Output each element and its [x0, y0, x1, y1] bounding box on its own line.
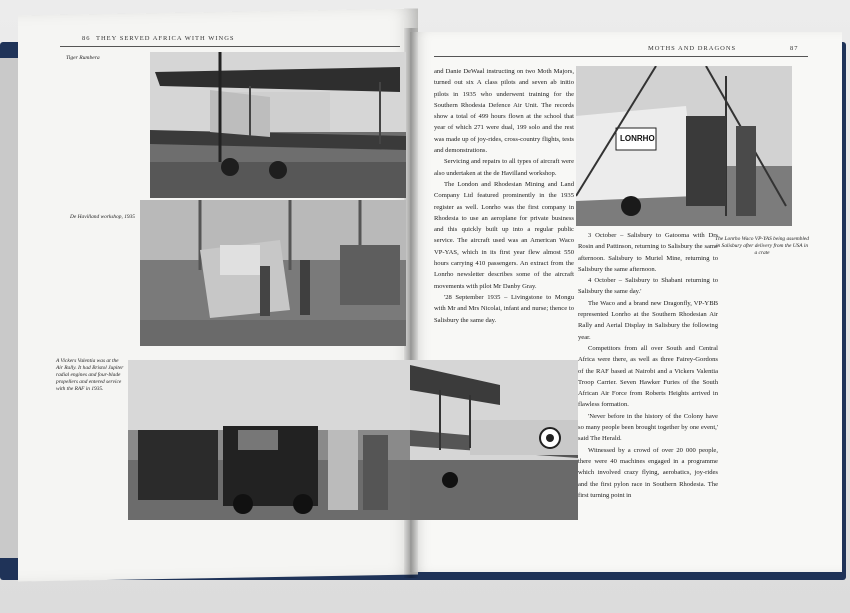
left-running-head: THEY SERVED AFRICA WITH WINGS [96, 35, 235, 42]
section-label: Tiger Rumbera [66, 55, 100, 61]
paragraph: and Danie DeWaal instructing on two Moth Majors, turned out six A class pilots and seven ab initio pilots in 1935 who underwent training for the Southern Rhodesia Defence Air Unit. The records show a total of 499 hours flown at the school that year of which 271 were dual, 199 solo and the rest was made up of joy-rides, cross-country flights, tests and demonstrations. [434, 68, 574, 155]
paragraph: 4 October – Salisbury to Shabani returning to Salisbury the same day.' [578, 277, 718, 296]
paragraph: 'Never before in the history of the Colony have so many people been brought together by one event,' said The Herald. [578, 412, 718, 443]
paragraph: 3 October – Salisbury to Gatooma with Drs Rosin and Pattinson, returning to Salisbury the same afternoon. Salisbury to Muriel Mine, returning to Salisbury the same afternoon. [578, 232, 718, 273]
caption-workshop: De Havilland workshop, 1935 [70, 214, 135, 220]
right-page-number: 87 [790, 45, 799, 52]
text-column-b [578, 230, 718, 501]
photo-workshop [140, 200, 406, 346]
text-column-a [434, 66, 574, 326]
paragraph: The Waco and a brand new Dragonfly, VP-YBB represented Lonrho at the Southern Rhodesian Air Rally and Aerial Display in Salisbury the following year. [578, 299, 718, 341]
left-head-rule [60, 46, 400, 47]
paragraph: Competitors from all over South and Central Africa were there, as well as three Fairey-Gordons of the RAF based at Nairobi and a Vickers Valentia Troop Carrier. Seven Hawker Furies of the South African Air Force from Roberts Heights arrived in flawless formation. [578, 344, 718, 409]
photo-crowd-car [128, 360, 410, 520]
photo-waco [576, 66, 792, 226]
paragraph: The London and Rhodesian Mining and Land Company Ltd featured prominently in the 1935 register as well. Lonrho was the first company in Rhodesia to use an aeroplane for private business and this quickly built up into a regular public service. The aircraft used was an American Waco VP-YAS, which in its first year flew almost 550 hours carrying 410 passengers. An extract from the Lonrho newsletter describes some of the aircraft movements with pilot Mr Danby Gray. [434, 180, 574, 290]
paragraph: Witnessed by a crowd of over 20 000 people, there were 40 machines engaged in a programme which involved crazy flying, aerobatics, joy-rides and the first pylon race in Southern Rhodesia. The first turning point in [578, 446, 718, 499]
photo-valentia [410, 360, 578, 520]
photo-biplane [150, 52, 406, 198]
paragraph: Servicing and repairs to all types of aircraft were also undertaken at the de Havilland workshop. [434, 158, 574, 177]
right-running-head: MOTHS AND DRAGONS [648, 45, 737, 52]
waco-door-marking: LONRHO [620, 134, 655, 143]
paragraph: '28 September 1935 – Livingstone to Mongu with Mr and Mrs Nicolai, infant and nurse; thence to Salisbury the same day. [434, 293, 574, 324]
right-head-rule [434, 56, 808, 57]
caption-valentia: A Vickers Valentia was at the Air Rally. It had Bristol Jupiter radial engines and four-blade propellers and entered service with the RAF in 1935. [56, 358, 124, 392]
left-page-number: 86 [82, 35, 91, 42]
caption-waco: The Lonrho Waco VP-YAS being assembled in Salisbury after delivery from the USA in a crate [715, 236, 809, 256]
